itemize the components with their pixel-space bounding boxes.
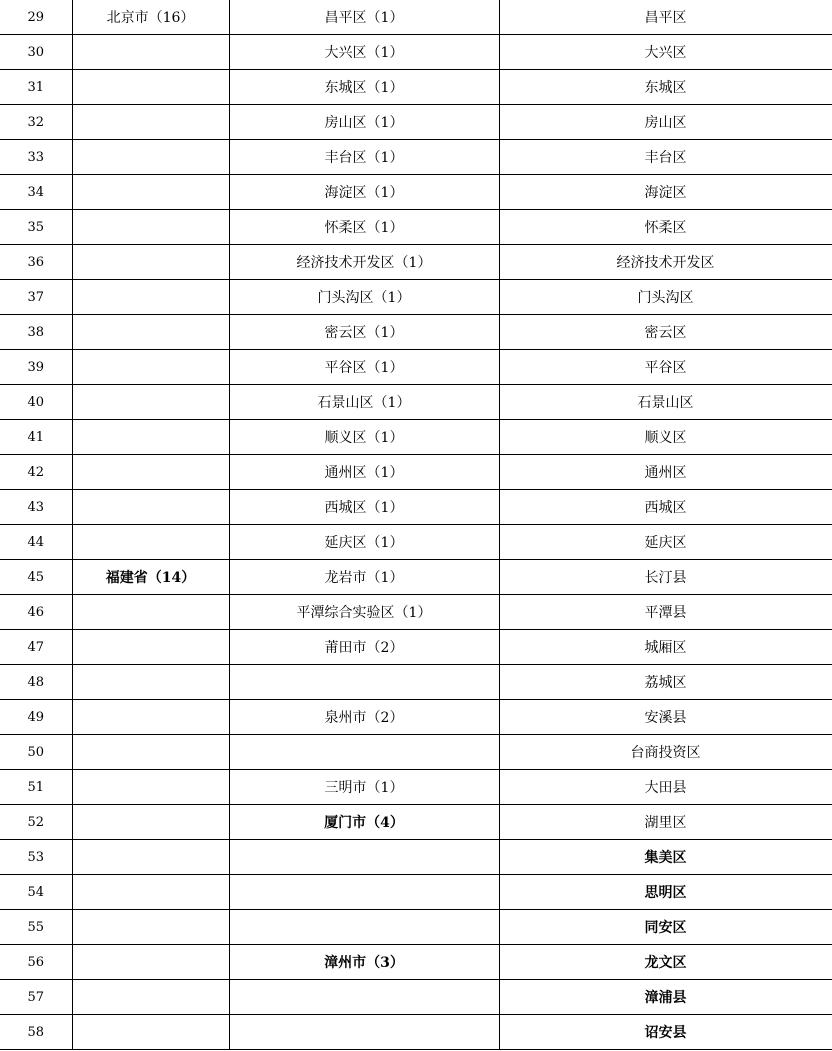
city-cell: 平谷区（1） bbox=[229, 350, 499, 385]
row-number: 57 bbox=[0, 980, 72, 1015]
table-row bbox=[0, 140, 832, 175]
row-number: 36 bbox=[0, 245, 72, 280]
table-row bbox=[0, 525, 832, 560]
row-number: 34 bbox=[0, 175, 72, 210]
table-row bbox=[0, 770, 832, 805]
city-cell: 海淀区（1） bbox=[229, 175, 499, 210]
city-cell: 平潭综合实验区（1） bbox=[229, 595, 499, 630]
county-cell: 怀柔区 bbox=[499, 210, 832, 245]
county-cell: 思明区 bbox=[499, 875, 832, 910]
city-cell bbox=[229, 1015, 499, 1050]
row-number: 37 bbox=[0, 280, 72, 315]
row-number: 54 bbox=[0, 875, 72, 910]
table-row bbox=[0, 595, 832, 630]
city-cell: 门头沟区（1） bbox=[229, 280, 499, 315]
city-cell bbox=[229, 665, 499, 700]
city-cell: 昌平区（1） bbox=[229, 0, 499, 35]
county-cell: 安溪县 bbox=[499, 700, 832, 735]
county-cell: 顺义区 bbox=[499, 420, 832, 455]
table-row bbox=[0, 245, 832, 280]
province-cell: 北京市（16） bbox=[72, 0, 229, 35]
row-number: 53 bbox=[0, 840, 72, 875]
province-cell bbox=[72, 840, 229, 875]
province-cell bbox=[72, 980, 229, 1015]
province-cell bbox=[72, 875, 229, 910]
table-row bbox=[0, 35, 832, 70]
province-cell bbox=[72, 525, 229, 560]
county-cell: 西城区 bbox=[499, 490, 832, 525]
province-cell bbox=[72, 735, 229, 770]
table-row bbox=[0, 665, 832, 700]
province-cell bbox=[72, 175, 229, 210]
province-cell bbox=[72, 455, 229, 490]
table-row bbox=[0, 455, 832, 490]
city-cell: 经济技术开发区（1） bbox=[229, 245, 499, 280]
province-cell bbox=[72, 70, 229, 105]
city-cell: 大兴区（1） bbox=[229, 35, 499, 70]
table-row bbox=[0, 315, 832, 350]
county-cell: 房山区 bbox=[499, 105, 832, 140]
city-cell: 石景山区（1） bbox=[229, 385, 499, 420]
province-cell bbox=[72, 35, 229, 70]
row-number: 43 bbox=[0, 490, 72, 525]
table-row bbox=[0, 910, 832, 945]
province-cell bbox=[72, 210, 229, 245]
row-number: 52 bbox=[0, 805, 72, 840]
city-cell: 东城区（1） bbox=[229, 70, 499, 105]
city-cell: 西城区（1） bbox=[229, 490, 499, 525]
row-number: 45 bbox=[0, 560, 72, 595]
county-cell: 同安区 bbox=[499, 910, 832, 945]
row-number: 44 bbox=[0, 525, 72, 560]
province-cell bbox=[72, 805, 229, 840]
table-row bbox=[0, 700, 832, 735]
row-number: 40 bbox=[0, 385, 72, 420]
province-cell bbox=[72, 420, 229, 455]
county-cell: 集美区 bbox=[499, 840, 832, 875]
table-row bbox=[0, 350, 832, 385]
city-cell bbox=[229, 980, 499, 1015]
province-cell bbox=[72, 910, 229, 945]
city-cell: 怀柔区（1） bbox=[229, 210, 499, 245]
province-cell bbox=[72, 245, 229, 280]
county-cell: 大田县 bbox=[499, 770, 832, 805]
row-number: 56 bbox=[0, 945, 72, 980]
county-cell: 城厢区 bbox=[499, 630, 832, 665]
city-cell: 泉州市（2） bbox=[229, 700, 499, 735]
province-cell bbox=[72, 665, 229, 700]
county-cell: 石景山区 bbox=[499, 385, 832, 420]
city-cell: 厦门市（4） bbox=[229, 805, 499, 840]
county-cell: 门头沟区 bbox=[499, 280, 832, 315]
table-row bbox=[0, 805, 832, 840]
province-cell bbox=[72, 1015, 229, 1050]
city-cell: 房山区（1） bbox=[229, 105, 499, 140]
county-cell: 平潭县 bbox=[499, 595, 832, 630]
province-cell bbox=[72, 280, 229, 315]
city-cell: 通州区（1） bbox=[229, 455, 499, 490]
county-cell: 平谷区 bbox=[499, 350, 832, 385]
county-cell: 经济技术开发区 bbox=[499, 245, 832, 280]
row-number: 46 bbox=[0, 595, 72, 630]
city-cell: 龙岩市（1） bbox=[229, 560, 499, 595]
row-number: 35 bbox=[0, 210, 72, 245]
table-row bbox=[0, 560, 832, 595]
county-cell: 昌平区 bbox=[499, 0, 832, 35]
county-cell: 湖里区 bbox=[499, 805, 832, 840]
county-cell: 漳浦县 bbox=[499, 980, 832, 1015]
province-cell bbox=[72, 315, 229, 350]
table-row bbox=[0, 630, 832, 665]
table-row bbox=[0, 0, 832, 35]
county-cell: 荔城区 bbox=[499, 665, 832, 700]
row-number: 39 bbox=[0, 350, 72, 385]
table-row bbox=[0, 945, 832, 980]
city-cell: 密云区（1） bbox=[229, 315, 499, 350]
table-row bbox=[0, 175, 832, 210]
province-cell bbox=[72, 350, 229, 385]
row-number: 58 bbox=[0, 1015, 72, 1050]
row-number: 38 bbox=[0, 315, 72, 350]
province-cell bbox=[72, 770, 229, 805]
city-cell bbox=[229, 875, 499, 910]
table-row bbox=[0, 980, 832, 1015]
city-cell: 三明市（1） bbox=[229, 770, 499, 805]
county-cell: 龙文区 bbox=[499, 945, 832, 980]
table-row bbox=[0, 385, 832, 420]
city-cell bbox=[229, 840, 499, 875]
county-cell: 台商投资区 bbox=[499, 735, 832, 770]
row-number: 32 bbox=[0, 105, 72, 140]
row-number: 41 bbox=[0, 420, 72, 455]
city-cell: 漳州市（3） bbox=[229, 945, 499, 980]
province-cell bbox=[72, 385, 229, 420]
county-cell: 通州区 bbox=[499, 455, 832, 490]
table-row bbox=[0, 875, 832, 910]
row-number: 51 bbox=[0, 770, 72, 805]
county-cell: 东城区 bbox=[499, 70, 832, 105]
table-row bbox=[0, 70, 832, 105]
province-cell bbox=[72, 595, 229, 630]
county-cell: 丰台区 bbox=[499, 140, 832, 175]
row-number: 47 bbox=[0, 630, 72, 665]
row-number: 33 bbox=[0, 140, 72, 175]
province-cell bbox=[72, 945, 229, 980]
county-cell: 密云区 bbox=[499, 315, 832, 350]
province-cell bbox=[72, 140, 229, 175]
province-cell bbox=[72, 490, 229, 525]
county-cell: 长汀县 bbox=[499, 560, 832, 595]
row-number: 31 bbox=[0, 70, 72, 105]
row-number: 30 bbox=[0, 35, 72, 70]
county-cell: 延庆区 bbox=[499, 525, 832, 560]
table-row bbox=[0, 420, 832, 455]
city-cell bbox=[229, 735, 499, 770]
county-cell: 海淀区 bbox=[499, 175, 832, 210]
province-cell bbox=[72, 630, 229, 665]
row-number: 49 bbox=[0, 700, 72, 735]
province-cell bbox=[72, 700, 229, 735]
city-cell bbox=[229, 910, 499, 945]
county-cell: 大兴区 bbox=[499, 35, 832, 70]
row-number: 29 bbox=[0, 0, 72, 35]
table-row bbox=[0, 210, 832, 245]
row-number: 42 bbox=[0, 455, 72, 490]
city-cell: 延庆区（1） bbox=[229, 525, 499, 560]
county-cell: 诏安县 bbox=[499, 1015, 832, 1050]
table-row bbox=[0, 280, 832, 315]
city-cell: 丰台区（1） bbox=[229, 140, 499, 175]
province-cell: 福建省（14） bbox=[72, 560, 229, 595]
table-row bbox=[0, 105, 832, 140]
row-number: 55 bbox=[0, 910, 72, 945]
table-row bbox=[0, 735, 832, 770]
city-cell: 顺义区（1） bbox=[229, 420, 499, 455]
table-row bbox=[0, 490, 832, 525]
province-cell bbox=[72, 105, 229, 140]
table-row bbox=[0, 840, 832, 875]
city-cell: 莆田市（2） bbox=[229, 630, 499, 665]
row-number: 48 bbox=[0, 665, 72, 700]
row-number: 50 bbox=[0, 735, 72, 770]
table-row bbox=[0, 1015, 832, 1050]
